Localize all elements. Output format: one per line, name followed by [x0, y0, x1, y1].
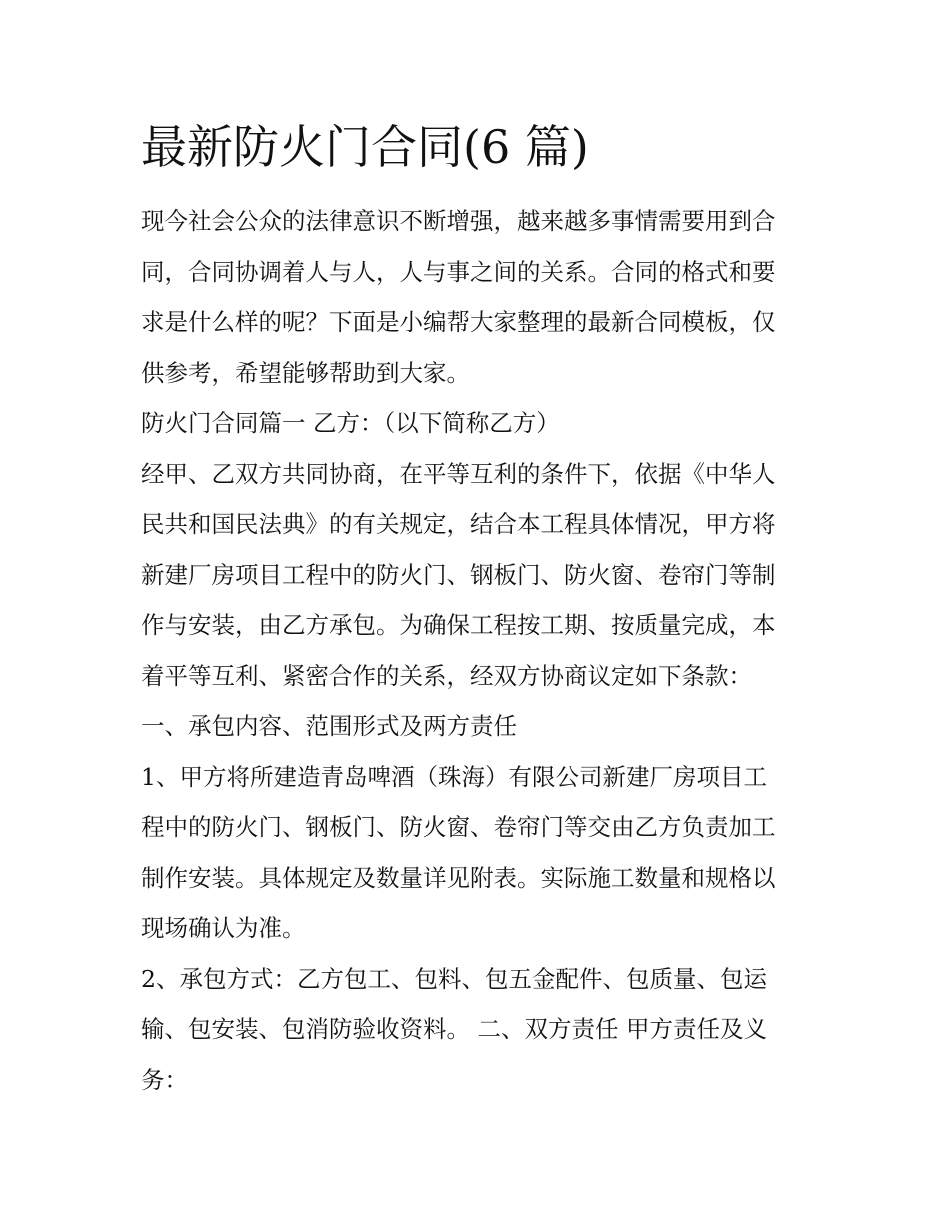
clause-1-line-1: 1、甲方将所建造青岛啤酒（珠海）有限公司新建厂房项目工 [141, 762, 767, 791]
clause-2-line-3: 务： [141, 1065, 188, 1094]
clause-2-line-2: 输、包安装、包消防验收资料。 二、双方责任 甲方责任及义 [141, 1015, 767, 1043]
clause-2-line-1: 2、承包方式：乙方包工、包料、包五金配件、包质量、包运 [141, 964, 767, 993]
clause-1-line-2: 程中的防火门、钢板门、防火窗、卷帘门等交由乙方负责加工 [141, 813, 776, 841]
clause-1-line-4: 现场确认为准。 [141, 914, 306, 942]
body-line-10: 着平等互利、紧密合作的关系，经双方协商议定如下条款： [141, 661, 752, 690]
body-line-4: 供参考，希望能够帮助到大家。 [141, 358, 470, 387]
clause-1-line-3: 制作安装。具体规定及数量详见附表。实际施工数量和规格以 [141, 863, 776, 892]
body-line-2: 同，合同协调着人与人，人与事之间的关系。合同的格式和要 [141, 257, 776, 286]
body-line-8: 新建厂房项目工程中的防火门、钢板门、防火窗、卷帘门等制 [141, 560, 776, 589]
document-title: 最新防火门合同(6 篇) [141, 120, 589, 174]
document-content [141, 112, 821, 1105]
section-heading-scope: 一、承包内容、范围形式及两方责任 [141, 712, 517, 740]
body-line-1: 现今社会公众的法律意识不断增强，越来越多事情需要用到合 [141, 207, 776, 235]
body-line-7: 民共和国民法典》的有关规定，结合本工程具体情况，甲方将 [141, 510, 776, 538]
body-line-3: 求是什么样的呢？下面是小编帮大家整理的最新合同模板，仅 [141, 308, 776, 336]
body-line-6: 经甲、乙双方共同协商，在平等互利的条件下，依据《中华人 [141, 459, 776, 488]
section-heading-contract-1: 防火门合同篇一 乙方：（以下简称乙方） [141, 409, 560, 437]
body-line-9: 作与安装，由乙方承包。为确保工程按工期、按质量完成，本 [141, 611, 776, 639]
